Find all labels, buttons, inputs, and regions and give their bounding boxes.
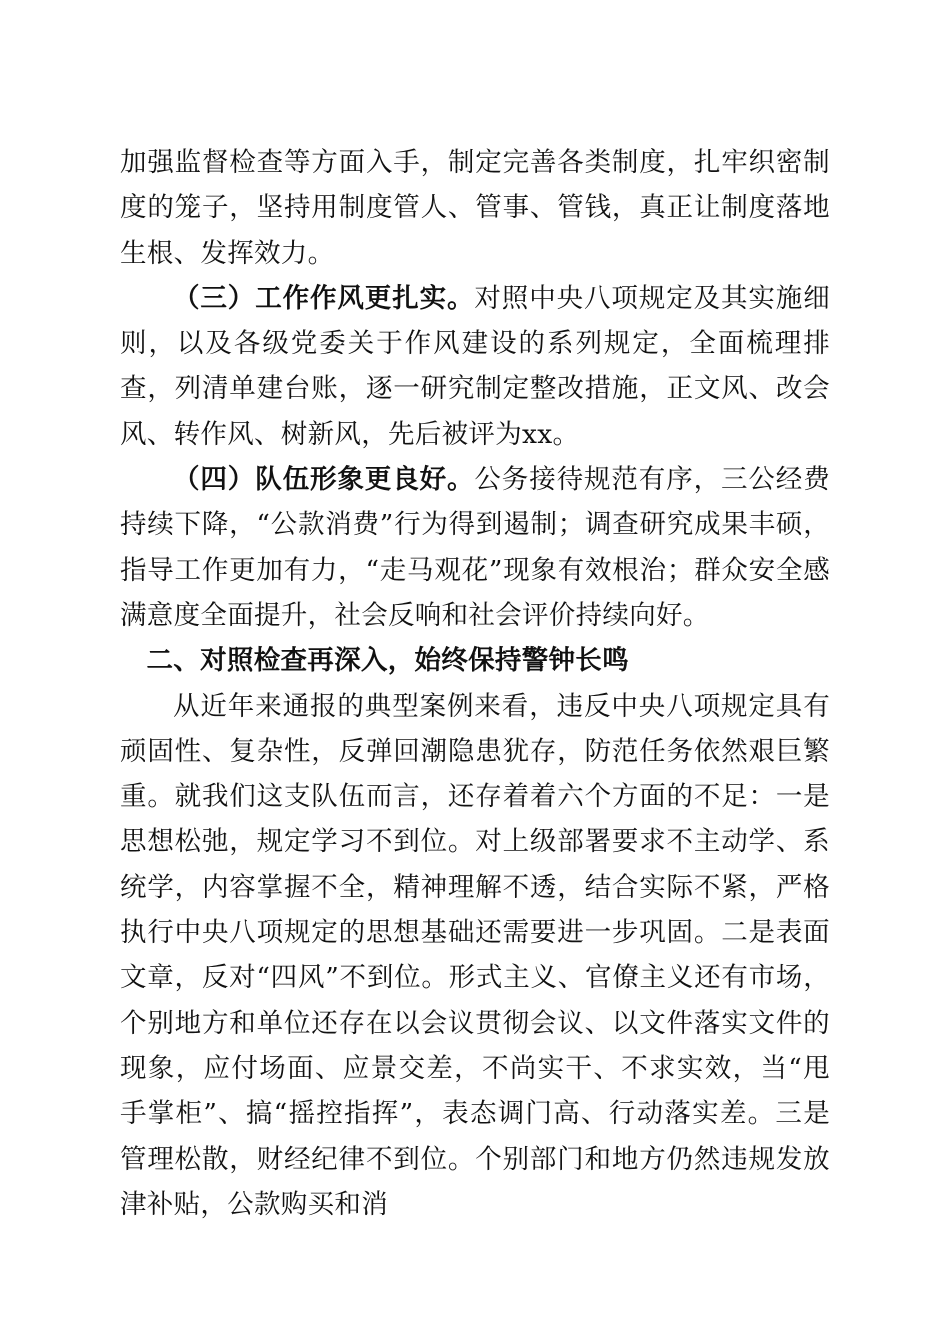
section-2-heading: 二、对照检查再深入，始终保持警钟长鸣 <box>146 645 629 677</box>
item-4-title: （四）队伍形象更良好。 <box>173 464 475 496</box>
item-3-body: 对照中央八项规定及其实施细则，以及各级党委关于作风建设的系列规定，全面梳理排查，列清单建台账，逐一研究制定整改措施，正文风、改会风、转作风、树新风，先后被评为xx。 <box>120 282 830 450</box>
item-3-paragraph <box>120 276 830 457</box>
document-body <box>120 140 830 1227</box>
item-4-paragraph <box>120 457 830 638</box>
section-2-paragraph: 从近年来通报的典型案例来看，违反中央八项规定具有顽固性、复杂性，反弹回潮隐患犹存，防范任务依然艰巨繁重。就我们这支队伍而言，还存着着六个方面的不足：一是思想松弛，规定学习不到位。对上级部署要求不主动学、系统学，内容掌握不全，精神理解不透，结合实际不紧，严格执行中央八项规定的思想基础还需要进一步巩固。二是表面文章，反对“四风”不到位。形式主义、官僚主义还有市场，个别地方和单位还存在以会议贯彻会议、以文件落实文件的现象，应付场面、应景交差，不尚实干、不求实效，当“甩手掌柜”、搞“摇控指挥”，表态调门高、行动落实差。三是管理松散，财经纪律不到位。个别部门和地方仍然违规发放津补贴，公款购买和消 <box>120 690 830 1220</box>
continuation-paragraph: 加强监督检查等方面入手，制定完善各类制度，扎牢织密制度的笼子，坚持用制度管人、管事、管钱，真正让制度落地生根、发挥效力。 <box>120 147 830 269</box>
item-3-title: （三）工作作风更扎实。 <box>173 282 475 314</box>
item-4-body: 公务接待规范有序，三公经费持续下降，“公款消费”行为得到遏制；调查研究成果丰硕，指导工作更加有力，“走马观花”现象有效根治；群众安全感满意度全面提升，社会反响和社会评价持续向好。 <box>120 464 830 631</box>
